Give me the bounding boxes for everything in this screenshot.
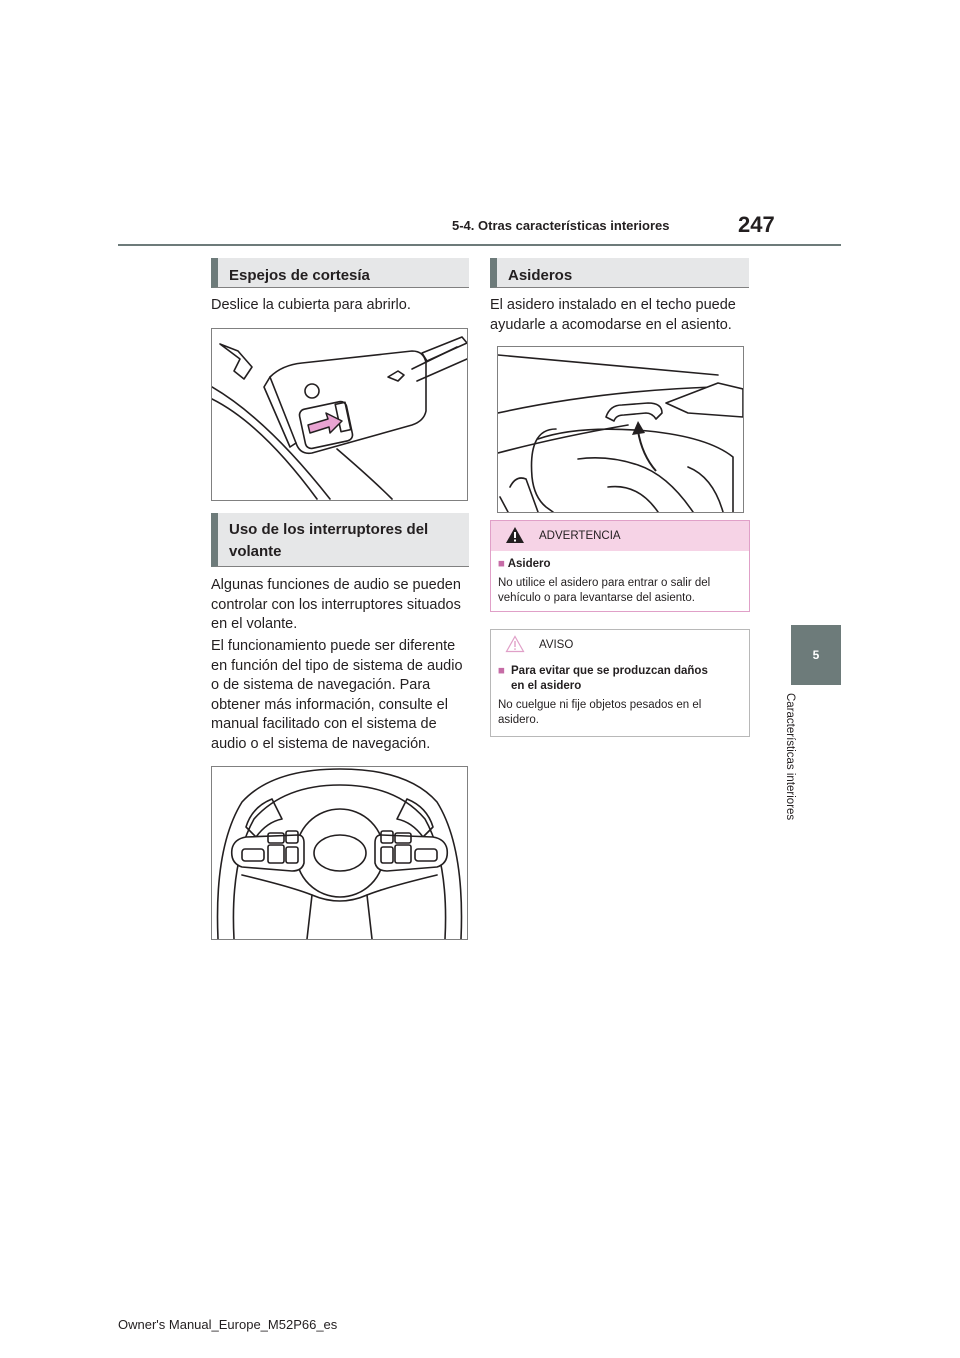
warning-box <box>490 520 750 612</box>
steering-p2-line: o de sistema de navegación. Para <box>211 677 431 693</box>
chapter-title: Características interiores <box>784 693 796 821</box>
notice-text-line: No cuelgue ni fije objetos pesados en el <box>498 699 702 711</box>
warning-triangle-icon <box>505 526 525 544</box>
steering-p1-line: Algunas funciones de audio se pueden <box>211 577 461 593</box>
notice-header <box>491 630 749 660</box>
warning-text-line: vehículo o para levantarse del asiento. <box>498 592 695 604</box>
assist-grip-figure <box>497 346 744 513</box>
grip-heading <box>490 258 749 288</box>
steering-paragraph-1 <box>211 576 473 635</box>
grip-text-line: El asidero instalado en el techo puede <box>490 297 736 313</box>
bullet-square-icon: ■ <box>498 665 505 677</box>
warning-title: ADVERTENCIA <box>539 530 621 542</box>
vanity-heading-text: Espejos de cortesía <box>229 267 370 284</box>
assist-grip-illustration <box>498 347 743 512</box>
chapter-tab: 5 <box>791 625 841 685</box>
notice-box <box>490 629 750 737</box>
steering-heading <box>211 513 469 567</box>
warning-text <box>498 576 741 606</box>
notice-text <box>498 698 741 728</box>
vanity-mirror-illustration <box>212 329 467 500</box>
grip-text <box>490 296 752 335</box>
notice-body <box>491 660 749 728</box>
section-title: 5-4. Otras características interiores <box>452 218 670 233</box>
steering-heading-line1: Uso de los interruptores del <box>229 521 429 538</box>
notice-text-line: asidero. <box>498 714 539 726</box>
warning-header <box>491 521 749 551</box>
steering-wheel-illustration <box>212 767 467 939</box>
steering-p2-line: obtener más información, consulte el <box>211 696 448 713</box>
steering-p2-line: manual facilitado con el sistema de <box>211 716 437 732</box>
notice-bullet-line: en el asidero <box>511 680 582 692</box>
steering-p2-line: audio o el sistema de navegación. <box>211 735 431 752</box>
grip-text-line: ayudarle a acomodarse en el asiento. <box>490 316 732 333</box>
steering-p1-line: en el volante. <box>211 616 298 632</box>
chapter-label-wrap <box>784 693 806 853</box>
notice-bullet <box>498 664 741 694</box>
warning-bullet <box>498 557 741 572</box>
page-number: 247 <box>738 212 775 237</box>
steering-wheel-figure <box>211 766 468 940</box>
header-rule <box>118 244 841 246</box>
steering-p1-line: controlar con los interruptores situados <box>211 596 461 613</box>
steering-paragraph-2 <box>211 637 473 754</box>
notice-title: AVISO <box>539 639 574 651</box>
vanity-text: Deslice la cubierta para abrirlo. <box>211 297 411 313</box>
steering-heading-line2: volante <box>229 543 282 560</box>
notice-triangle-icon <box>505 635 525 653</box>
warning-body <box>491 551 749 606</box>
footer-text: Owner's Manual_Europe_M52P66_es <box>118 1317 338 1332</box>
warning-bullet-title: Asidero <box>507 558 551 570</box>
notice-bullet-line: Para evitar que se produzcan daños <box>511 665 708 677</box>
steering-p2-line: en función del tipo de sistema de audio <box>211 657 463 674</box>
steering-p2-line: El funcionamiento puede ser diferente <box>211 638 456 654</box>
warning-text-line: No utilice el asidero para entrar o salir del <box>498 577 711 589</box>
vanity-heading <box>211 258 469 288</box>
bullet-square-icon: ■ <box>498 558 505 570</box>
grip-heading-text: Asideros <box>508 267 573 284</box>
vanity-mirror-figure <box>211 328 468 501</box>
